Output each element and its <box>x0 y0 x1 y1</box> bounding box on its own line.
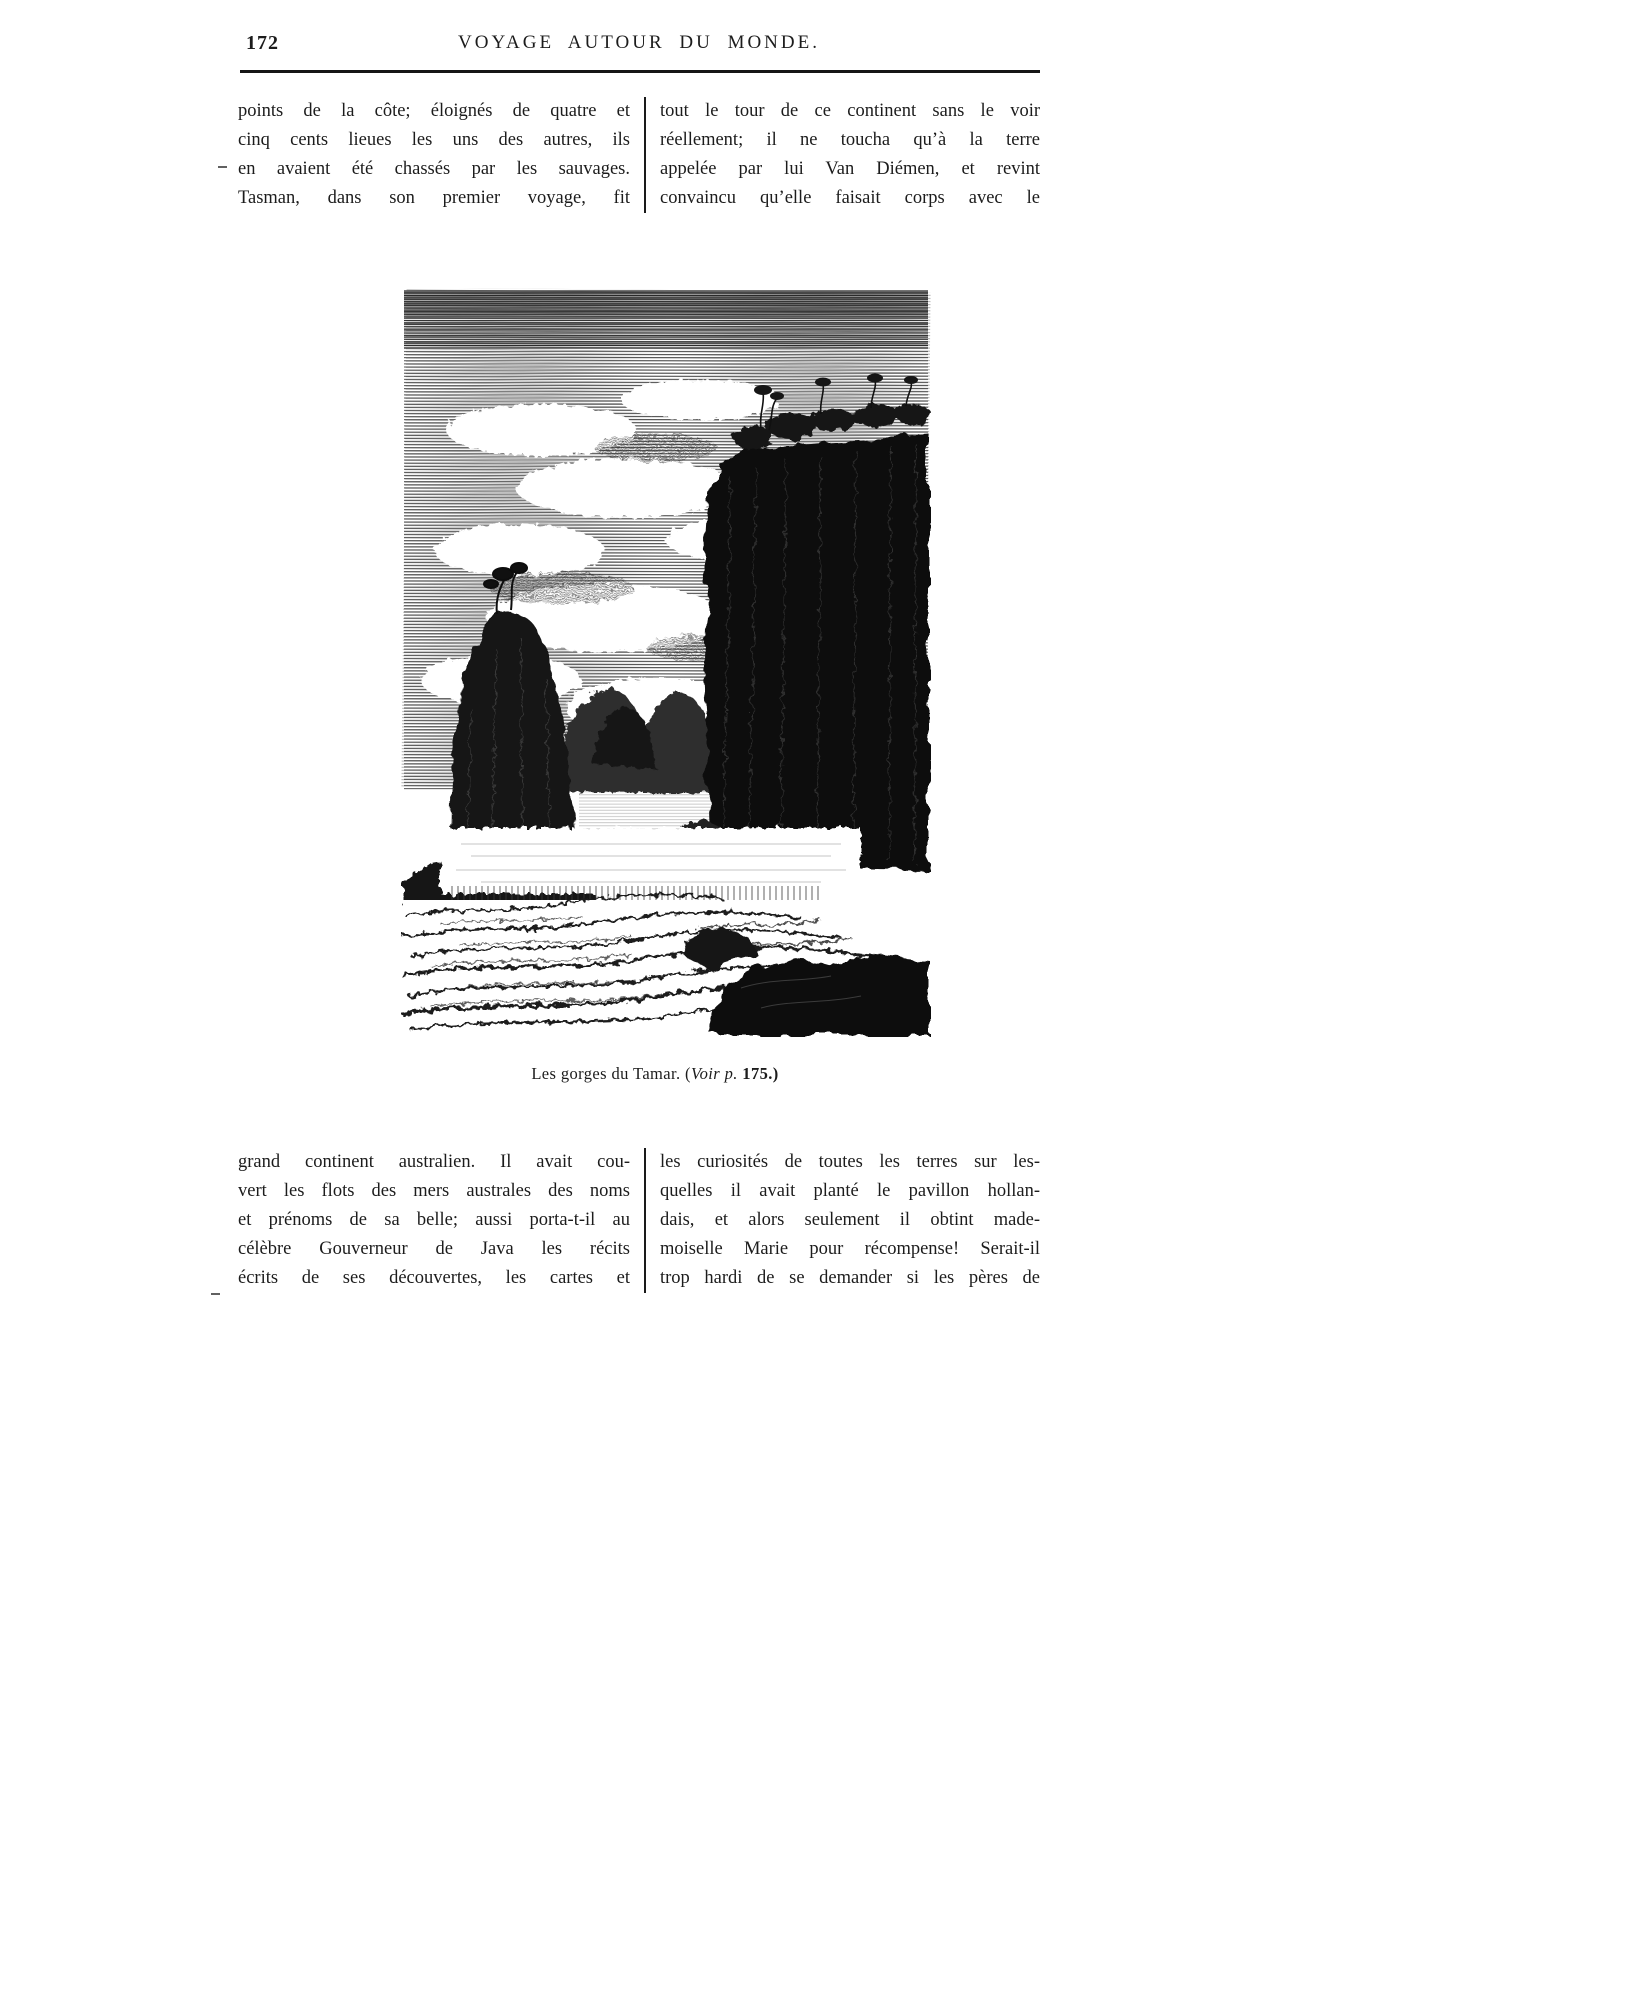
text-line: écrits de ses découvertes, les cartes et <box>238 1268 630 1288</box>
text-line: trop hardi de se demander si les pères de <box>660 1268 1040 1288</box>
text-line: dais, et alors seulement il obtint made- <box>660 1210 1040 1230</box>
text-line: réellement; il ne toucha qu’à la terre <box>660 130 1040 150</box>
text-line: grand continent australien. Il avait cou- <box>238 1152 630 1172</box>
top-right-column <box>660 97 1040 213</box>
bottom-right-column <box>660 1148 1040 1293</box>
page-number: 172 <box>246 32 279 54</box>
tamar-gorges-engraving <box>401 288 931 1037</box>
caption-page-ref: 175.) <box>737 1064 779 1083</box>
text-line: points de la côte; éloignés de quatre et <box>238 101 630 121</box>
bottom-left-column <box>238 1148 630 1293</box>
text-line: célèbre Gouverneur de Java les récits <box>238 1239 630 1259</box>
text-line: vert les flots des mers australes des noms <box>238 1181 630 1201</box>
margin-mark <box>218 166 227 168</box>
text-line: appelée par lui Van Diémen, et revint <box>660 159 1040 179</box>
illustration-figure <box>401 288 931 1037</box>
text-line: les curiosités de toutes les terres sur les- <box>660 1152 1040 1172</box>
top-text-block <box>238 97 1040 213</box>
text-line: en avaient été chassés par les sauvages. <box>238 159 630 179</box>
figure-caption <box>238 1064 1072 1084</box>
caption-voir-italic: Voir p. <box>690 1064 738 1083</box>
bottom-text-block <box>238 1148 1040 1293</box>
running-title: VOYAGE AUTOUR DU MONDE. <box>458 32 820 53</box>
text-line: tout le tour de ce continent sans le voir <box>660 101 1040 121</box>
text-line: convaincu qu’elle faisait corps avec le <box>660 188 1040 208</box>
text-line: quelles il avait planté le pavillon hollan- <box>660 1181 1040 1201</box>
text-line: moiselle Marie pour récompense! Serait-il <box>660 1239 1040 1259</box>
top-left-column <box>238 97 630 213</box>
text-line: cinq cents lieues les uns des autres, ils <box>238 130 630 150</box>
header-rule <box>240 70 1040 73</box>
caption-text: Les gorges du Tamar. ( <box>531 1064 691 1083</box>
column-divider <box>630 97 660 213</box>
text-line: et prénoms de sa belle; aussi porta-t-il au <box>238 1210 630 1230</box>
page-header <box>238 30 1040 60</box>
column-divider <box>630 1148 660 1293</box>
text-line: Tasman, dans son premier voyage, fit <box>238 188 630 208</box>
margin-mark <box>211 1293 220 1295</box>
